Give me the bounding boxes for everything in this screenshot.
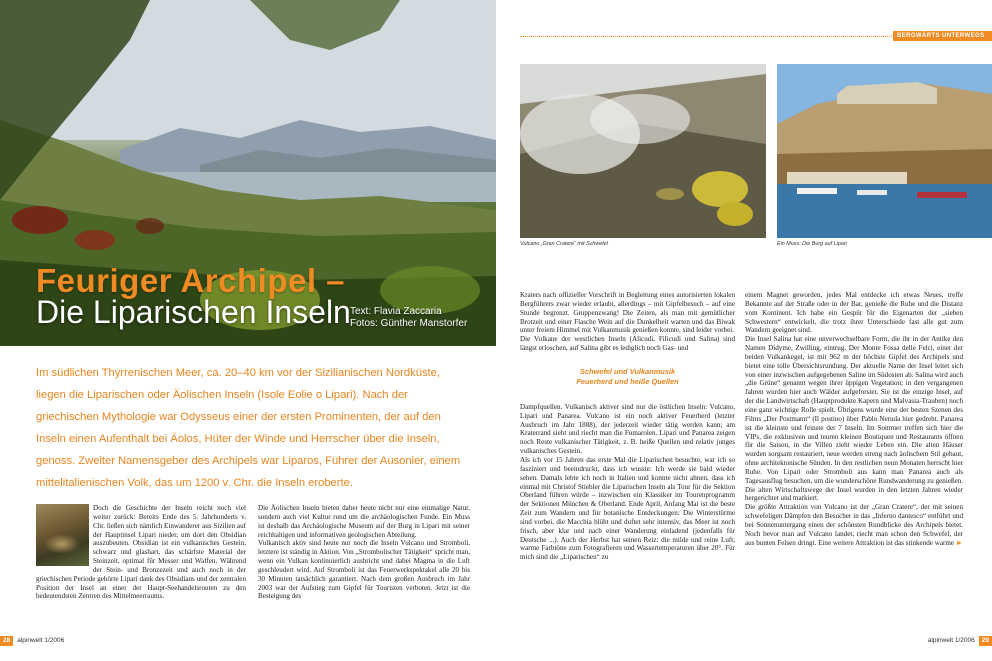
folio-left [0, 636, 100, 646]
article-title-line2: Die Liparischen Inseln [36, 294, 351, 330]
left-column-1-text: Doch die Geschichte der Inseln reicht noch viel weiter zurück: Bereits Ende des 5. Jahrhunderts v. Chr. ließen sich nämlich Einwanderer aus Sizilien auf der Hauptinsel Lipari nieder, um dort den Obsidian auszubeuten. Obsidian ist ein vulkanisches Gestein, schwarz und glashart, das schärfste Material der Steinzeit, optimal für Messer und Waffen. Während der Stein- und Bronzezeit und auch noch in der griechischen Periode gehörte Lipari dank des Obsidians und der zentralen Position der Insel an einer der Haupt-Seehandelsrouten zu den bedeutendsten Zentren des Mittelmeerraums. [36, 504, 246, 601]
caption-photo-crater: Vulcano „Gran Cratere“ mit Schwefel [520, 241, 608, 247]
castle-illustration [777, 64, 992, 238]
right-column-1-paragraph-3: Dampfquellen. Vulkanisch aktiver sind nur die östlichen Inseln: Vulcano, Lipari und Panarea. Vulcano ist ein noch aktiver Feuerherd (letzter Ausbruch im Jahr 1888), der jederzeit wieder tätig werden kann; am Kraterrand sieht und riecht man die Fumarolen. Lipari und Panarea zeigen noch Reste vulkanischer Tätigkeit, z. B. heiße Quellen und relativ junges vulkanisches Gestein. [520, 402, 735, 456]
photo-vulcano-crater [520, 64, 766, 238]
left-column-2 [258, 504, 470, 601]
left-column-2-paragraph-2: Vulkanisch aktiv sind heute nur noch die Inseln Vulcano und Stromboli, letztere ist ständig in Aktion. Von „Strombolischer Tätigkeit“ spricht man, wenn ein Vulkan kontinuierlich ausbricht und dabei Magma in die Luft geschleudert wird. Auf Stromboli ist das Feuerwerkspektakel alle 20 bis 30 Minuten tatsächlich garantiert. Nach dem großen Ausbruch im Jahr 2003 war der Aufstieg zum Gipfel für Touristen verboten. Jetzt ist die Besteigung des [258, 539, 470, 601]
magazine-issue-right: alpinwelt 1/2006 [927, 637, 975, 644]
right-column-1 [520, 291, 735, 562]
credit-text-author: Text: Flavia Zaccaria [350, 306, 442, 317]
left-column-2-paragraph-1: Die Äolischen Inseln bieten daher heute nicht nur eine einmalige Natur, sondern auch viel Kultur rund um die archäologischen Funde. Ein Muss ist deshalb das Archäologische Museum auf der Burg in Lipari mit seiner reichhaltigen und informativen geologischen Abteilung. [258, 504, 470, 539]
subheading-line-1: Schwefel und Vulkanmusik [579, 366, 676, 376]
obsidian-thumbnail-photo [36, 504, 89, 566]
folio-right [900, 636, 992, 646]
right-column-1-paragraph-2: Die Vulkane der westlichen Inseln (Alicudi, Filicudi und Salina) sind längst erloschen, auf Salina gibt es lediglich noch Gas- und [520, 335, 735, 353]
header-dotted-rule [520, 36, 892, 37]
right-column-1-paragraph-1: Kraters nach offizieller Vorschrift in Begleitung eines autorisierten lokalen Bergführers zwar wieder erlaubt, allerdings – mit Gipfelbesuch – auf eine Stunde begrenzt. Gruppenzwang! Die Zeiten, als man mit gemütlicher Brotzeit und einer Flasche Wein auf die Dunkelheit warten und das Biwak unter freiem Himmel mit Vulkanmusik genießen konnte, sind leider vorbei. [520, 291, 735, 335]
right-column-2-paragraph-3-text: Die größte Attraktion von Vulcano ist der „Gran Cratere“, der mit seinen schwefeligen Dämpfen den Besucher in das „Inferno dantesco“ entführt und bei Sonnenuntergang einen der schönsten Rundblicke des Archipels bietet. Noch bevor man auf Vulcano landet, riecht man schon den Schwefel, der aus bunten Felsen dringt. Eine weitere Attraktion ist das stinkende warme [745, 503, 963, 547]
right-column-2-paragraph-2: Die Insel Salina hat eine unverwechselbare Form, die ihr in der Antike den Namen Didyme, Zwilling, eintrug. Der Monte Fossa delle Felci, einer der beiden Vulkankegel, ist mit 962 m der höchste Gipfel des Archipels und bietet eine tolle Übersichtsrundung. Der aktuelle Name der Insel leitet sich von einer inzwischen aufgegebenen Saline im Südosten ab. Salina wird auch „die Grüne“ genannt wegen ihrer üppigen Vegetation; in den vergangenen Jahren wurden hier auch Wälder aufgeforstet. Sie ist die einzige Insel, auf der die Landwirtschaft (Hauptprodukte Kapern und Malvasia-Trauben) noch eine ganz wichtige Rolle spielt. Übrigens wurde eine der besten Szenen des Films „Der Postmann“ (Il postino) über Pablo Neruda hier gedreht. Panarea ist die kleinste und feinste der 7 Inseln. Im Sommer treffen sich hier die VIPs, die exklusiven und teuren kleinen Boutiquen und Restaurants öffnen für die Saison, in die Villen zieht wieder Leben ein. Die alten Häuser wurden sorgsam restauriert, neue werden streng nach äolischem Stil gebaut, ohne architektonische Sünden. In den restlichen neun Monaten herrscht hier Ruhe. Von Lipari oder Stromboli aus kann man Panarea auch als Tagesausflug besuchen, um die wunderschöne Rundwanderung zu genießen. Die alten Wirtschaftswege der Insel wurden in den letzten Jahren wieder hergerichtet und markiert. [745, 335, 963, 503]
section-tag: BERGWÄRTS UNTERWEGS [893, 31, 992, 41]
article-lead: Im südlichen Thyrrenischen Meer, ca. 20–40 km vor der Sizilianischen Nordküste, liegen die Liparischen oder Äolischen Inseln (Isole Eolie o Lipari). Nach der griechischen Mythologie war Odysseus einer der ersten Prominenten, der auf den Inseln einen Aufenthalt bei Äolos, Hüter der Winde und Herrscher über die Inseln, genoss. Zweiter Namensgeber des Archipels war Liparos, Führer der Ausonier, einem mittelitalienischen Volk, das um 1200 v. Chr. die Inseln eroberte. [36, 367, 461, 489]
right-column-2 [745, 291, 963, 547]
article-title-line1: Feuriger Archipel – [36, 262, 346, 299]
magazine-issue-left: alpinwelt 1/2006 [17, 637, 65, 644]
continue-arrow-icon: ► [955, 538, 963, 547]
subheading-line-2: Feuerherd und heiße Quellen [576, 376, 679, 386]
credit-photo-author: Fotos: Günther Manstorfer [350, 318, 468, 329]
crater-illustration [520, 64, 766, 238]
right-column-2-paragraph-1: einem Magnet geworden, jedes Mal entdecke ich etwas Neues, treffe Bekannte auf der Straße oder in der Bar, genieße die Ruhe und die Distanz vom Kontinent. Ich habe ein Gespür für die Eigenarten der „sieben Schwestern“ entwickelt, die trotz ihrer Unterschiede fast alle gut zum Wandern geeignet sind. [745, 291, 963, 335]
right-column-2-paragraph-3 [745, 503, 963, 547]
photo-lipari-castle [777, 64, 992, 238]
caption-photo-castle: Ein Muss: Die Burg auf Lipari [777, 241, 847, 247]
right-column-1-paragraph-4: Als ich vor 15 Jahren das erste Mal die Liparischen besuchte, war ich so fasziniert und beeindruckt, dass ich wusste: Ich werde sie bald wieder sehen. Damals lebte ich noch in Italien und konnte nicht ahnen, dass ich einmal mit Christof Stiebler die Liparischen Inseln als Tour für die Sektion Oberland führen würde – inzwischen ein Klassiker im Tourenprogramm der Sektionen München & Oberland. Ende April, Anfang Mai ist die beste Zeit zum Wandern und für botanische Entdeckungen: Die Winterstürme sind vorbei, die Macchia blüht und duftet sehr intensiv, das Meer ist noch frisch, aber klar und nach einer Wanderung einladend (jedenfalls für Deutsche ...). Auch der Herbst hat seinen Reiz: die milde und reine Luft, warme Farbtöne zum Fotografieren und Wassertemperaturen über 20°. Für mich sind die „Liparischen“ zu [520, 455, 735, 562]
page-number-right: 29 [979, 636, 992, 646]
page-number-left: 28 [0, 636, 13, 646]
subheading [520, 367, 735, 387]
article-credits [350, 306, 467, 330]
